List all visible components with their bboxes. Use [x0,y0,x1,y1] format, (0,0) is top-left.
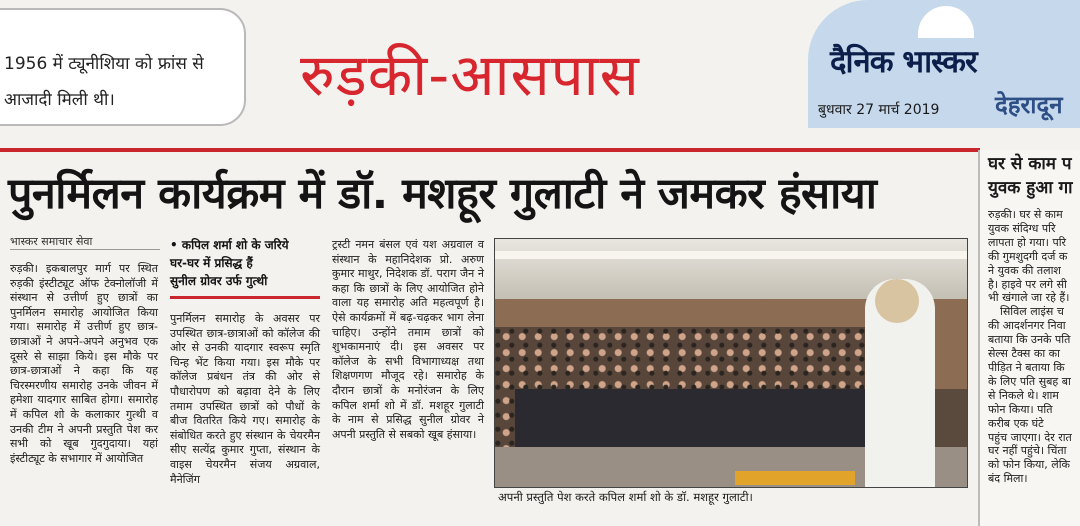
pullquote-line: घर-घर में प्रसिद्ध हैं [170,256,253,270]
article-column-1: रुड़की। इकबालपुर मार्ग पर स्थित रुड़की इंस्टीट्यूट ऑफ टेक्नोलॉजी में संस्थान से उत्तीर्ण हुए छात्रों का पुनर्मिलन समारोह आयोजित किया गया। समारोह में उत्तीर्ण हुए छात्र-छात्राओं ने अपने-अपने अनुभव एक दूसरे से साझा किये। इस मौके पर छात्र-छात्राओं ने कहा कि यह चिरस्मरणीय समारोह उनके जीवन में हमेशा यादगार साबित होगा। समारोह में कपिल शो के कलाकार गुत्थी व उनकी टीम ने अपनी प्रस्तुति पेश कर सभी को खूब गुदगुदाया। यहां इंस्टीट्यूट के सभागार में आयोजित [10,262,158,465]
side-article-line: है। हाइवे पर लगे सी [988,277,1067,291]
side-article-line: को फोन किया, लेकि [988,458,1070,472]
side-article-line: सिविल लाइंस च [1000,305,1064,319]
side-headline [988,152,1073,200]
pullquote [170,236,320,299]
teaser-line: आजादी मिली थी। [4,90,115,110]
article-headline: पुनर्मिलन कार्यक्रम में डॉ. मशहूर गुलाटी ने जमकर हंसाया [8,169,877,219]
teaser-box [0,8,246,126]
side-article-line: ने युवक की तलाश [988,263,1061,277]
photo-light-beam [495,251,967,259]
side-article-line: लापता हो गया। परि [988,235,1067,249]
side-article-line: फोन किया। पति [988,402,1053,416]
side-article-line: की गुमशुदगी दर्ज क [988,249,1068,263]
section-title: रुड़की-आसपास [300,41,640,109]
event-photo [494,238,968,488]
newspaper-name: दैनिक भास्कर [830,44,977,80]
side-article-line: की आदर्शनगर निवा [988,319,1066,333]
article-column-3: ट्रस्टी नमन बंसल एवं यश अग्रवाल व संस्थान के महानिदेशक प्रो. अरुण कुमार माथुर, निदेशक डॉ. पराग जैन ने कहा कि छात्रों के लिए आयोजित होने वाला यह समारोह अति महत्वपूर्ण है। ऐसे कार्यक्रमों में बढ़-चढ़कर भाग लेना चाहिए। उन्होंने तमाम छात्रों को शुभकामनाएं दी। इस अवसर पर कॉलेज के सभी विभागाध्यक्ष तथा शिक्षणगण मौजूद रहे। समारोह के दौरान छात्रों के मनोरंजन के लिए कपिल शर्मा शो में डॉ. मशहूर गुलाटी के नाम से प्रसिद्ध सुनील ग्रोवर ने अपनी प्रस्तुति से सबको खूब हंसाया। [332,238,484,441]
side-article-line: पहुंच जाएगा। देर रात [988,430,1072,444]
issue-date: बुधवार 27 मार्च 2019 [818,102,940,118]
byline: भास्कर समाचार सेवा [10,234,160,250]
teaser-line: 1956 में ट्यूनीशिया को फ्रांस से [4,54,204,74]
side-article-line: से निकले थे। शाम [988,388,1059,402]
side-article-line: बंद मिला। [988,472,1028,486]
side-article-line: सेल्स टैक्स का का [988,347,1060,361]
side-article-line: रुड़की। घर से काम [988,208,1063,221]
divider [0,148,980,152]
side-article-line: बताया कि उनके पति [988,333,1071,347]
side-article-line: पीड़ित ने बताया कि [988,360,1065,374]
photo-caption: अपनी प्रस्तुति पेश करते कपिल शर्मा शो के डॉ. मशहूर गुलाटी। [498,490,753,504]
pullquote-line: • कपिल शर्मा शो के जरिये [170,238,289,252]
side-article-line: युवक संदिग्ध परि [988,221,1056,235]
side-headline-line: घर से काम प [988,154,1072,174]
side-article-line: के लिए पति सुबह बा [988,374,1071,388]
side-article-line: भी खंगाले जा रहे हैं। [988,291,1070,305]
side-headline-line: युवक हुआ गा [988,178,1073,198]
side-article-text [988,208,1078,486]
article-column-2: पुनर्मिलन समारोह के अवसर पर उपस्थित छात्र-छात्राओं को कॉलेज की ओर से उनकी यादगार स्वरूप स्मृति चिन्ह भेंट किया गया। इस मौके पर कॉलेज प्रबंधन तंत्र की ओर से पौधारोपण को बढ़ावा देने के लिए तमाम उपस्थित छात्रों को पौधों के बीज वितरित किये गए। समारोह के संबोधित करते हुए संस्थान के चेयरमैन सीए सत्येंद्र कुमार गुप्ता, संस्थान के वाइस चेयरमैन संजय अग्रवाल, मैनेजिंग [170,312,320,486]
side-article-line: घर नहीं पहुंचे। चिंता [988,444,1067,458]
side-article-line: करीब एक घंटे [988,416,1044,430]
edition-city: देहरादून [995,91,1063,119]
photo-flowers [735,471,855,485]
photo-performer-head [875,279,919,323]
pullquote-line: सुनील ग्रोवर उर्फ गुत्थी [170,274,268,288]
